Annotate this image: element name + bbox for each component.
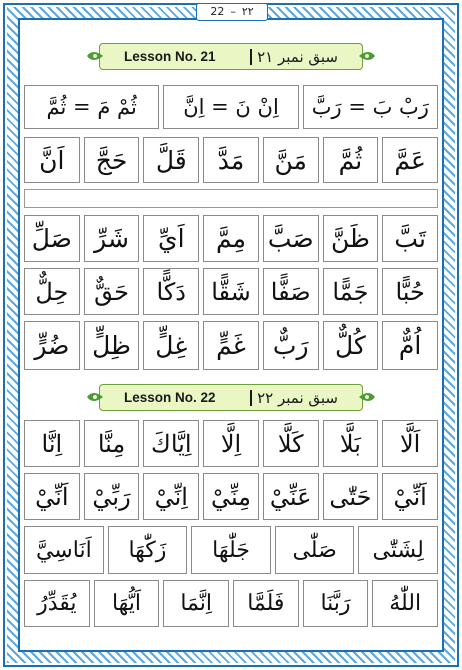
word-cell: اِلَّا xyxy=(203,420,259,467)
word-cell: زَكّٰهَا xyxy=(108,526,188,574)
word-cell: ثُمْ مَ = ثُمَّ xyxy=(24,85,159,129)
word-cell: كَلَّا xyxy=(263,420,319,467)
word-row xyxy=(20,580,442,627)
word-cell: ثُمَّ xyxy=(323,137,379,183)
word-cell: مَنَّ xyxy=(263,137,319,183)
word-cell: فَلَمَّا xyxy=(233,580,299,627)
word-cell: اِيَّاكَ xyxy=(143,420,199,467)
word-cell: ظِلٍّ xyxy=(84,321,140,370)
word-cell: دَكًّا xyxy=(143,268,199,315)
lesson-22-divider xyxy=(250,390,252,406)
word-cell: جَمًّا xyxy=(323,268,379,315)
word-cell: مَدَّ xyxy=(203,137,259,183)
word-cell: اللّٰهُ xyxy=(372,580,438,627)
word-cell: اَلَّا xyxy=(382,420,438,467)
word-cell: اِنِّيْ xyxy=(143,473,199,520)
word-cell: لِشَتّٰى xyxy=(358,526,438,574)
word-cell: رَبِّيْ xyxy=(84,473,140,520)
word-row xyxy=(20,420,442,467)
word-row xyxy=(20,137,442,183)
word-cell: حَجَّ xyxy=(84,137,140,183)
lesson-22-banner-box xyxy=(99,384,363,411)
word-row xyxy=(20,268,442,315)
word-cell: اِنَّا xyxy=(24,420,80,467)
word-cell: اَنِّيْ xyxy=(24,473,80,520)
word-cell: تَبَّ xyxy=(382,215,438,262)
word-row xyxy=(20,321,442,370)
word-cell: مِنَّا xyxy=(84,420,140,467)
word-cell: اُمٌّ xyxy=(382,321,438,370)
word-cell: شَقًّا xyxy=(203,268,259,315)
leaf-ornament-icon xyxy=(85,46,105,66)
word-row xyxy=(20,526,442,574)
word-cell: حَقٌّ xyxy=(84,268,140,315)
word-cell: حُبًّا xyxy=(382,268,438,315)
word-cell: قَلَّ xyxy=(143,137,199,183)
word-cell: اِنْ نَ = اِنَّ xyxy=(163,85,298,129)
blank-row-cell xyxy=(24,189,438,208)
word-cell: اَنِّيْ xyxy=(382,473,438,520)
lesson-21-banner-box xyxy=(99,43,363,70)
word-cell: اَيِّ xyxy=(143,215,199,262)
word-cell: غَمٍّ xyxy=(203,321,259,370)
word-cell: صَلِّ xyxy=(24,215,80,262)
page-number-ur: ٢٢ xyxy=(241,5,254,18)
page-number-separator: – xyxy=(230,5,236,18)
word-cell: كُلٌّ xyxy=(323,321,379,370)
lesson-21-banner xyxy=(85,43,377,70)
word-cell: غِلٍّ xyxy=(143,321,199,370)
leaf-ornament-icon xyxy=(357,387,377,407)
word-cell: ضُرٍّ xyxy=(24,321,80,370)
word-cell: ظَنَّ xyxy=(323,215,379,262)
word-row xyxy=(20,215,442,262)
lesson-21-title-en: Lesson No. 21 xyxy=(124,49,216,64)
lesson-22-title-ur: سبق نمبر ٢٢ xyxy=(257,389,338,407)
word-cell: مِمَّ xyxy=(203,215,259,262)
word-cell: حِلٌّ xyxy=(24,268,80,315)
word-cell: اِنَّمَا xyxy=(163,580,229,627)
word-cell: عَنِّيْ xyxy=(263,473,319,520)
leaf-ornament-icon xyxy=(85,387,105,407)
word-cell: اَنَّ xyxy=(24,137,80,183)
lesson-21-divider xyxy=(250,49,252,65)
word-cell: صَبَّ xyxy=(263,215,319,262)
lesson-21-title-ur: سبق نمبر ٢١ xyxy=(257,48,338,66)
lesson-22-title-en: Lesson No. 22 xyxy=(124,390,216,405)
word-cell: رَبٌّ xyxy=(263,321,319,370)
word-cell: بَلَّا xyxy=(323,420,379,467)
page-number xyxy=(196,3,268,21)
lesson-22-banner xyxy=(85,384,377,411)
word-cell: جَلّٰهَا xyxy=(191,526,271,574)
word-cell: حَتّٰى xyxy=(323,473,379,520)
word-cell: رَبْ بَ = رَبَّ xyxy=(303,85,438,129)
word-row xyxy=(20,189,442,208)
page-number-en: 22 xyxy=(210,5,225,18)
word-cell: رَبَّنَا xyxy=(303,580,369,627)
word-cell: مِنِّيْ xyxy=(203,473,259,520)
word-cell: اَنَاسِيَّ xyxy=(24,526,104,574)
word-cell: صَلّٰى xyxy=(275,526,355,574)
word-cell: اَيُّهَا xyxy=(94,580,160,627)
word-cell: عَمَّ xyxy=(382,137,438,183)
word-row xyxy=(20,85,442,129)
word-cell: شَرِّ xyxy=(84,215,140,262)
word-cell: صَفًّا xyxy=(263,268,319,315)
word-row xyxy=(20,473,442,520)
word-cell: يُقَدِّرُ xyxy=(24,580,90,627)
leaf-ornament-icon xyxy=(357,46,377,66)
